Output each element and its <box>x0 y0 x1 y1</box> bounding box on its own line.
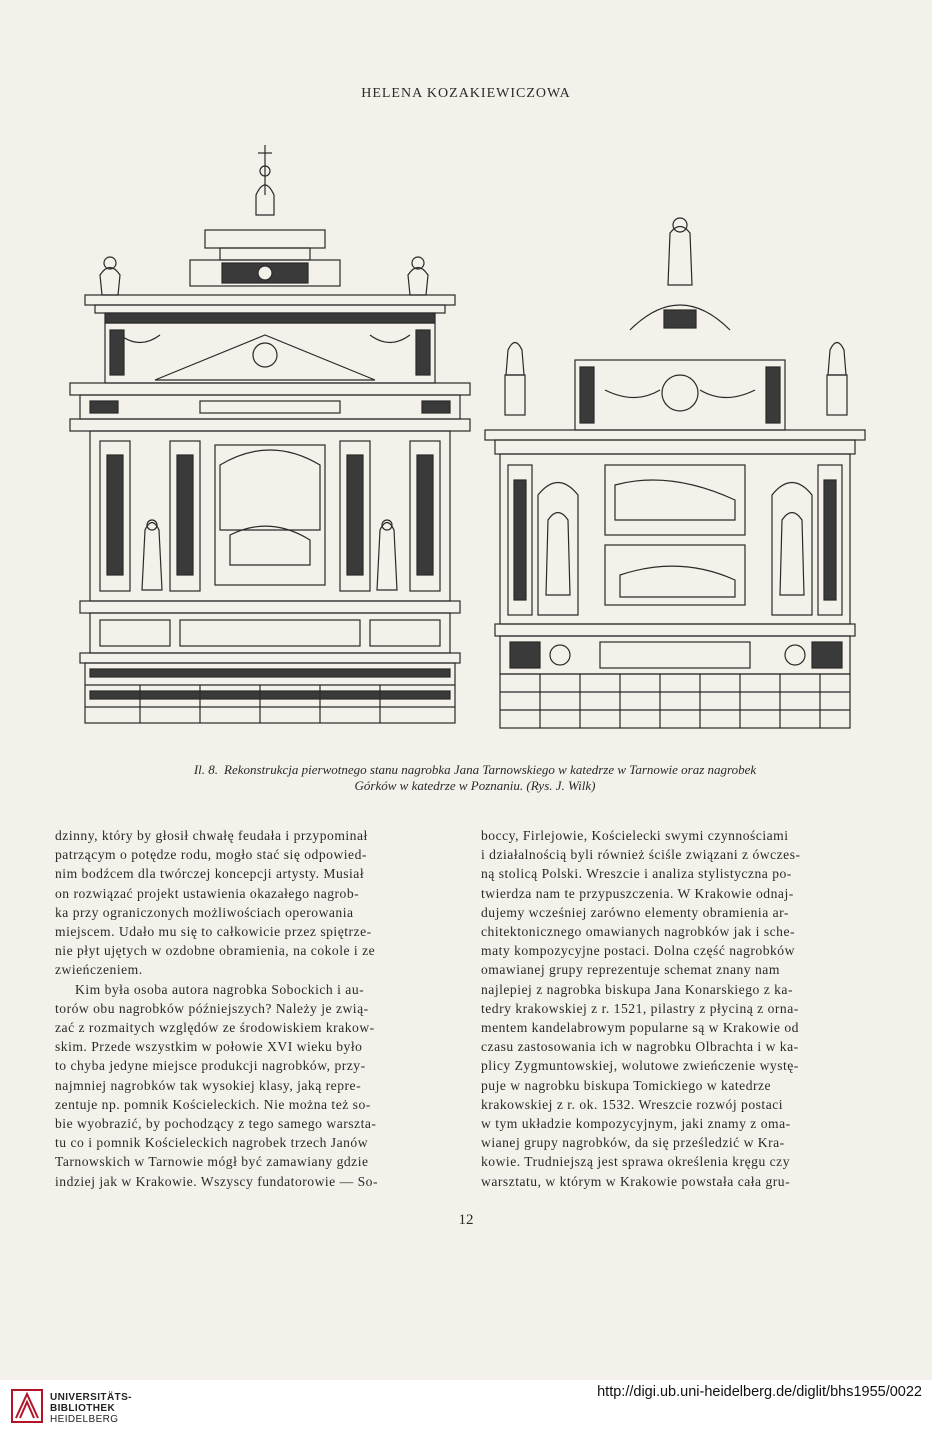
text-line: mentem kandelabrowym popularne są w Krakowie od <box>481 1020 799 1036</box>
text-line: miejscem. Udało mu się to całkowicie przez spiętrze- <box>55 924 372 940</box>
text-line: to chyba jedyne miejsce produkcji nagrobków, przy- <box>55 1058 366 1074</box>
text-line: nie płyt ujętych w ozdobne obramienia, na cokole i ze <box>55 943 376 959</box>
text-line: zwieńczeniem. <box>55 962 143 978</box>
text-line: czasu zastosowania ich w nagrobku Olbrachta i w ka- <box>481 1039 799 1055</box>
text-line: zentuje np. pomnik Kościeleckich. Nie można też so- <box>55 1096 371 1112</box>
text-line: twierdza nam te przypuszczenia. W Krakowie odnaj- <box>481 885 794 901</box>
text-line: bie wyobrazić, by pochodzący z tego samego warszta- <box>55 1116 377 1132</box>
text-line: skim. Przede wszystkim w połowie XVI wieku było <box>55 1039 363 1055</box>
logo-line-3: HEIDELBERG <box>50 1414 119 1425</box>
running-head: HELENA KOZAKIEWICZOWA <box>361 86 571 101</box>
text-line: omawianej grupy reprezentuje schemat znany nam <box>481 962 780 978</box>
text-line: najmniej nagrobków tak wysokiej klasy, jaką repre- <box>55 1077 362 1093</box>
text-line: plicy Zygmuntowskiej, wolutowe zwieńczenie wystę- <box>481 1058 799 1074</box>
logo-line-2: BIBLIOTHEK <box>50 1403 116 1414</box>
text-line: krakowskiej z r. ok. 1532. Wreszcie rozwój postaci <box>481 1096 784 1112</box>
gorka-tomb-drawing <box>485 218 865 728</box>
caption-line-2: Górków w katedrze w Poznaniu. (Rys. J. Wilk) <box>354 778 596 793</box>
text-line: dujemy wcześniej zarówno elementy obramienia ar- <box>481 904 789 920</box>
left-column <box>55 826 455 1191</box>
text-line: torów obu nagrobków późniejszych? Należy je zwią- <box>55 1000 369 1016</box>
caption-label: Il. 8. <box>193 762 219 777</box>
text-line: Tarnowskich w Tarnowie mógł być zamawiany gdzie <box>55 1154 369 1170</box>
caption-line-1: Rekonstrukcja pierwotnego stanu nagrobka Jana Tarnowskiego w katedrze w Tarnowie oraz nagrobek <box>224 762 757 777</box>
text-line: dzinny, który by głosił chwałę feudała i przypominał <box>55 828 368 843</box>
text-line: maty kompozycyjne postaci. Dolna część nagrobków <box>481 943 795 959</box>
text-line: tedry krakowskiej z r. 1521, pilastry z płyciną z orna- <box>481 1000 799 1016</box>
text-line: tu co i pomnik Kościeleckich nagrobek trzech Janów <box>55 1135 369 1151</box>
text-line: nim bodźcem dla twórczej koncepcji artysty. Musiał <box>55 866 365 882</box>
text-line: najlepiej z nagrobka biskupa Jana Konarskiego z ka- <box>481 981 793 997</box>
library-logo-icon <box>10 1388 44 1424</box>
text-line: wianej grupy nagrobków, da się prześledzić w Kra- <box>481 1135 785 1151</box>
source-url-link[interactable]: http://digi.ub.uni-heidelberg.de/diglit/bhs1955/0022 <box>597 1384 922 1400</box>
text-line: patrzącym o potędze rodu, mogło stać się odpowied- <box>55 847 367 863</box>
library-logo-text <box>50 1392 132 1425</box>
tarnowski-tomb-drawing <box>70 145 470 723</box>
figure-caption <box>80 762 870 794</box>
text-line: puje w nagrobku biskupa Tomickiego w katedrze <box>481 1077 772 1093</box>
page-number: 12 <box>458 1212 474 1228</box>
logo-line-1: UNIVERSITÄTS- <box>50 1392 132 1403</box>
text-line: zać z rozmaitych względów ze środowiskiem krakow- <box>55 1020 375 1036</box>
text-line: boccy, Firlejowie, Kościelecki swymi czynnościami <box>481 828 789 843</box>
text-line: w tym układzie kompozycyjnym, jaki znamy z oma- <box>481 1116 791 1132</box>
text-line: Kim była osoba autora nagrobka Sobockich i au- <box>75 981 365 997</box>
figure-tomb-drawings <box>60 135 880 745</box>
text-line: indziej jak w Krakowie. Wszyscy fundatorowie — So- <box>55 1173 378 1189</box>
text-line: ka przy ograniczonych możliwościach operowania <box>55 904 354 920</box>
text-line: kowie. Trudniejszą jest sprawa określenia kręgu czy <box>481 1154 791 1170</box>
text-line: chitektonicznego omawianych nagrobków jak i sche- <box>481 924 796 940</box>
right-column <box>481 826 881 1191</box>
text-line: on rozwiązać projekt ustawienia okazałego nagrob- <box>55 885 360 901</box>
text-line: warsztatu, w którym w Krakowie powstała cała gru- <box>481 1173 791 1189</box>
text-line: ną stolicą Polski. Wreszcie i analiza stylistyczna po- <box>481 866 792 882</box>
text-line: i działalnością byli również ściśle związani z ówczes- <box>481 847 801 863</box>
